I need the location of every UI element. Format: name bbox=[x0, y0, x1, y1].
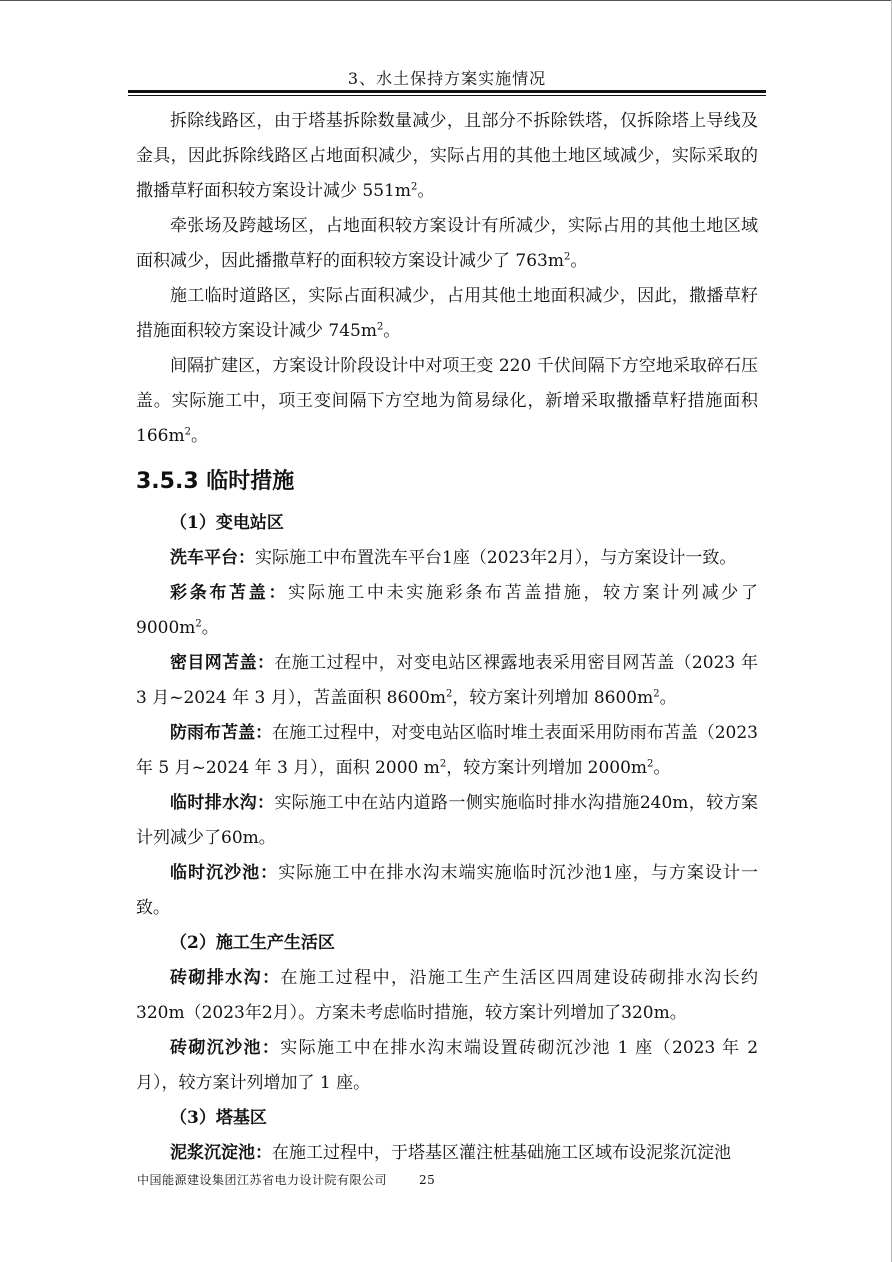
item-brick-drain: 砖砌排水沟：在施工过程中，沿施工生产生活区四周建设砖砌排水沟长约320m（2023年2月）。方案未考虑临时措施，较方案计列增加了320m。 bbox=[136, 968, 759, 1023]
item-mud-settling-pond: 泥浆沉淀池：在施工过程中，于塔基区灌注桩基础施工区域布设泥浆沉淀池 bbox=[170, 1143, 731, 1163]
header-rule-thin bbox=[128, 95, 766, 96]
subsection-construction-area: （2）施工生产生活区 bbox=[170, 933, 335, 953]
paragraph-demolition-line: 拆除线路区，由于塔基拆除数量减少，且部分不拆除铁塔，仅拆除塔上导线及金具，因此拆除线路区占地面积减少，实际占用的其他土地区域减少，实际采取的撒播草籽面积较方案设计减少 $551m^2$。 bbox=[136, 111, 758, 201]
running-header: 3、水土保持方案实施情况 bbox=[347, 69, 547, 88]
page-number: 25 bbox=[419, 1173, 436, 1187]
page-body bbox=[136, 104, 758, 1171]
item-wash-platform: 洗车平台：实际施工中布置洗车平台1座（2023年2月），与方案设计一致。 bbox=[170, 548, 737, 568]
paragraph-tension-field: 牵张场及跨越场区，占地面积较方案设计有所减少，实际占用的其他土地区域面积减少，因此播撒草籽的面积较方案设计减少了 $763m^2$。 bbox=[136, 216, 758, 271]
footer-org: 中国能源建设集团江苏省电力设计院有限公司 bbox=[137, 1173, 388, 1187]
item-temp-drain: 临时排水沟：实际施工中在站内道路一侧实施临时排水沟措施240m，较方案计列减少了60m。 bbox=[136, 793, 758, 848]
header-rule-thick bbox=[128, 90, 766, 93]
item-dense-mesh: 密目网苫盖：在施工过程中，对变电站区裸露地表采用密目网苫盖（2023 年 3 月~2024 年 3 月），苫盖面积 $8600m^2$，较方案计列增加 $8600m^2$。 bbox=[136, 653, 758, 708]
subsection-substation: （1）变电站区 bbox=[170, 513, 284, 533]
item-temp-settling-pond: 临时沉沙池：实际施工中在排水沟末端实施临时沉沙池1座，与方案设计一致。 bbox=[136, 863, 759, 918]
item-color-tarp: 彩条布苫盖：实际施工中未实施彩条布苫盖措施，较方案计列减少了$9000m^2$。 bbox=[136, 583, 759, 638]
subsection-tower-base: （3）塔基区 bbox=[170, 1108, 267, 1128]
page-top-border bbox=[0, 0, 892, 1]
paragraph-temp-road: 施工临时道路区，实际占面积减少，占用其他土地面积减少，因此，撒播草籽措施面积较方案设计减少 $745m^2$。 bbox=[136, 286, 758, 341]
item-brick-settling-pond: 砖砌沉沙池：实际施工中在排水沟末端设置砖砌沉沙池 1 座（2023 年 2 月），较方案计列增加了 1 座。 bbox=[136, 1038, 759, 1093]
paragraph-bay-expansion: 间隔扩建区，方案设计阶段设计中对项王变 220 千伏间隔下方空地采取碎石压盖。实际施工中，项王变间隔下方空地为简易绿化，新增采取撒播草籽措施面积 $166m^2$。 bbox=[136, 356, 758, 446]
page-footer bbox=[137, 1171, 435, 1188]
section-title: 3.5.3 临时措施 bbox=[136, 469, 295, 494]
item-rain-cloth: 防雨布苫盖：在施工过程中，对变电站区临时堆土表面采用防雨布苫盖（2023 年 5 月~2024 年 3 月），面积 2000 $m^2$，较方案计列增加 $2000m^2$。 bbox=[136, 723, 758, 778]
